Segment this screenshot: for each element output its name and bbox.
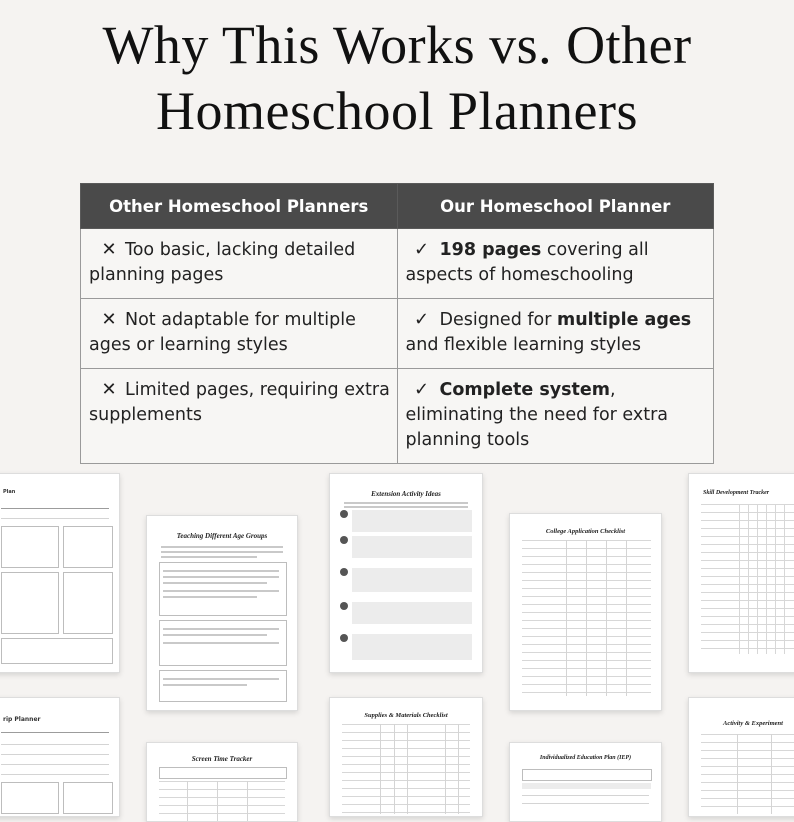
cross-icon: ✕ — [101, 309, 117, 330]
preview-page-skill-tracker — [688, 473, 794, 673]
check-icon: ✓ — [413, 239, 430, 260]
page-title: rip Planner — [3, 716, 41, 723]
ours-bold-text: 198 pages — [439, 240, 542, 260]
ours-text: and flexible learning styles — [405, 335, 642, 355]
ours-cell — [397, 369, 714, 464]
preview-page-activity-experiment — [688, 697, 794, 817]
page-title: Supplies & Materials Checklist — [364, 712, 448, 719]
ours-text: covering all aspects of homeschooling — [405, 240, 649, 285]
page-title: Plan — [3, 489, 16, 495]
page-title: Activity & Experiment — [723, 720, 783, 727]
page-title: Screen Time Tracker — [191, 755, 253, 763]
other-text: Limited pages, requiring extra supplements — [89, 380, 390, 425]
other-cell — [81, 369, 398, 464]
cross-icon: ✕ — [101, 239, 117, 260]
comparison-row — [81, 299, 714, 369]
other-text: Too basic, lacking detailed planning pages — [89, 240, 356, 285]
cross-icon: ✕ — [101, 379, 117, 400]
comparison-row — [81, 229, 714, 299]
ours-text: , eliminating the need for extra planning tools — [405, 380, 668, 450]
page-title: College Application Checklist — [545, 528, 626, 535]
page-title: Extension Activity Ideas — [371, 490, 441, 498]
preview-page-supplies — [329, 697, 483, 817]
page-title: Teaching Different Age Groups — [176, 532, 268, 540]
page-title: Skill Development Tracker — [703, 490, 770, 496]
preview-page-lesson-plan — [0, 473, 120, 673]
headline-line-1: Why This Works vs. Other — [102, 15, 692, 75]
check-icon: ✓ — [413, 379, 430, 400]
page-title: Individualized Education Plan (IEP) — [539, 755, 632, 761]
preview-page-age-groups — [146, 515, 298, 711]
check-icon: ✓ — [413, 309, 430, 330]
preview-page-screen-time — [146, 742, 298, 822]
headline — [0, 12, 794, 144]
ours-cell — [397, 229, 714, 299]
ours-bold-text: multiple ages — [556, 310, 692, 330]
header-our-planner: Our Homeschool Planner — [397, 184, 714, 229]
preview-page-trip-planner — [0, 697, 120, 817]
comparison-header-row — [81, 184, 714, 229]
other-text: Not adaptable for multiple ages or learning styles — [89, 310, 356, 355]
comparison-row — [81, 369, 714, 464]
other-cell — [81, 299, 398, 369]
ours-cell — [397, 299, 714, 369]
preview-page-college-checklist — [509, 513, 662, 711]
other-cell — [81, 229, 398, 299]
ours-bold-text: Complete system — [439, 380, 611, 400]
header-other-planners: Other Homeschool Planners — [81, 184, 398, 229]
comparison-table — [80, 183, 714, 464]
preview-page-extension-activities — [329, 473, 483, 673]
ours-pre-text: Designed for — [439, 310, 557, 330]
preview-page-iep — [509, 742, 662, 822]
headline-line-2: Homeschool Planners — [156, 81, 638, 141]
